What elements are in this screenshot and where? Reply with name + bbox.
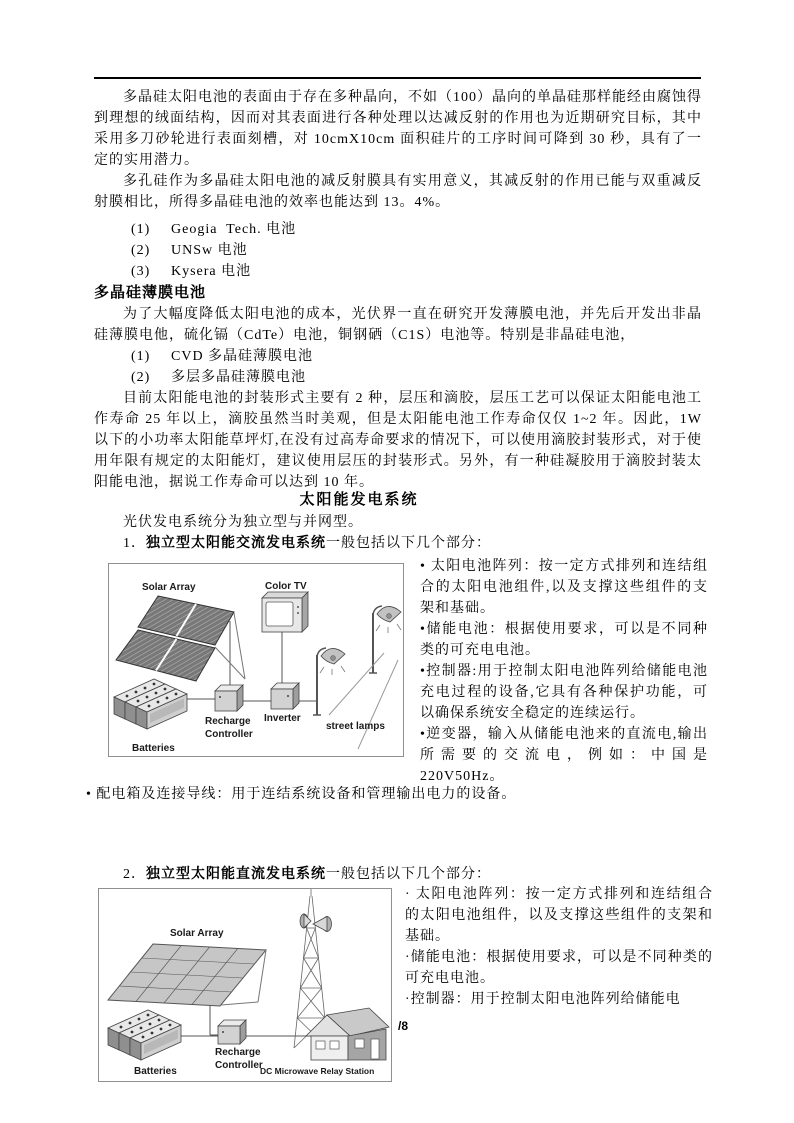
label-color-tv: Color TV (265, 581, 307, 592)
bullet-solar-array: • 太阳电池阵列：按一定方式排列和连结组合的太阳电池组件,以及支撑这些组件的支架和基础。 (420, 559, 708, 616)
bullet-distribution-box: • 配电箱及连接导线：用于连结系统设备和管理输出电力的设备。 (86, 787, 517, 802)
recharge-controller-graphic (215, 685, 243, 711)
bullet-inverter: •逆变器，输入从储能电池来的直流电,输出所需要的交流电，例如：中国是220V50Hz。 (420, 727, 708, 784)
paragraph-polycrystalline-surface: 多晶硅太阳电池的表面由于存在多种晶向，不如（100）晶向的单晶硅那样能经由腐蚀得到理想的绒面结构，因而对其表面进行各种处理以达减反射的作用也为近期研究目标，其中采用多刀砂轮进行表面刻槽，对 10cmX10cm 面积硅片的工序时间可降到 30 秒，具有了一定的实用潜力。 (94, 90, 702, 168)
label-recharge: Recharge (205, 716, 251, 727)
paragraph-encapsulation: 目前太阳能电池的封装形式主要有 2 种，层压和滴胶，层压工艺可以保证太阳能电池工作寿命 25 年以上，滴胶虽然当时美观，但是太阳能电池工作寿命仅仅 1~2 年。因此，1W 以下的小功率太阳能草坪灯,在没有过高寿命要求的情况下，可以使用滴胶封装形式，对于使用年限有规定的太阳能灯，建议使用层压的封装形式。另外，有一种硅凝胶用于滴胶封装太阳能电池，据说工作寿命可以达到 10 年。 (94, 391, 702, 490)
thinfilm-type-list (131, 346, 313, 388)
list-item-label: Kysera 电池 (171, 264, 252, 279)
label-solar-array: Solar Array (170, 928, 224, 939)
label-batteries: Batteries (132, 743, 175, 754)
paragraph-system-types: 光伏发电系统分为独立型与并网型。 (123, 515, 363, 530)
list-item-label: Geogia Tech. 电池 (171, 222, 297, 237)
list-item-label: UNSw 电池 (171, 243, 248, 258)
paragraph-thinfilm-intro: 为了大幅度降低太阳电池的成本，光伏界一直在研究开发薄膜电池，并先后开发出非晶硅薄膜电他，硫化镉（CdTe）电池，铜钢硒（C1S）电池等。特别是非晶硅电池， (94, 307, 702, 343)
section-2-title (94, 864, 702, 885)
list-item-number: (1) (131, 349, 151, 364)
bullet-storage-battery: •储能电池：根据使用要求，可以是不同种类的可充电电池。 (420, 622, 708, 658)
list-item-number: (1) (131, 222, 151, 237)
list-item-label: CVD 多晶硅薄膜电池 (171, 349, 314, 364)
header-rule (94, 77, 701, 79)
section-1-title-bold: 独立型太阳能交流发电系统 (146, 536, 326, 551)
page-number-fragment: /8 (398, 1019, 409, 1033)
heading-thinfilm-cells: 多晶硅薄膜电池 (94, 285, 207, 301)
bullet-storage-battery: ·储能电池：根据使用要求，可以是不同种类的可充电电池。 (405, 950, 713, 986)
cell-type-list (131, 219, 296, 282)
tv-graphic (262, 592, 308, 632)
label-controller: Controller (205, 729, 253, 740)
list-item (131, 367, 313, 388)
label-controller: Controller (215, 1060, 263, 1071)
bullet-controller: ·控制器：用于控制太阳电池阵列给储能电 (405, 992, 681, 1007)
list-item-number: (2) (131, 243, 151, 258)
heading-solar-power-system: 太阳能发电系统 (299, 492, 419, 508)
section-2-title-rest: 一般包括以下几个部分： (326, 867, 491, 882)
section-1-number: 1． (123, 536, 146, 551)
list-item-label: 多层多晶硅薄膜电池 (171, 370, 306, 385)
label-solar-array: Solar Array (142, 582, 196, 593)
section-1-bullet-column (420, 556, 708, 787)
label-recharge: Recharge (215, 1047, 261, 1058)
section-1-title (94, 533, 702, 554)
label-batteries: Batteries (134, 1066, 177, 1077)
diagram-ac-system (108, 563, 404, 757)
list-item (131, 219, 296, 240)
list-item (131, 261, 296, 282)
inverter-graphic (271, 683, 299, 709)
diagram-dc-system (98, 888, 392, 1082)
label-street-lamps: street lamps (326, 721, 385, 732)
bullet-solar-array: · 太阳电池阵列：按一定方式排列和连结组合的太阳电池组件，以及支撑这些组件的支架和基础。 (405, 887, 713, 944)
list-item (131, 240, 296, 261)
list-item-number: (3) (131, 264, 151, 279)
list-item-number: (2) (131, 370, 151, 385)
section-2-number: 2． (123, 867, 146, 882)
list-item (131, 346, 313, 367)
label-inverter: Inverter (264, 713, 301, 724)
paragraph-porous-silicon: 多孔硅作为多晶硅太阳电池的减反射膜具有实用意义，其减反射的作用已能与双重减反射膜相比，所得多晶硅电池的效率也能达到 13。4%。 (94, 174, 702, 210)
section-1-title-rest: 一般包括以下几个部分： (326, 536, 491, 551)
bullet-controller: •控制器:用于控制太阳电池阵列给储能电池充电过程的设备,它具有各种保护功能，可以确保系统安全稳定的连续运行。 (420, 664, 708, 721)
recharge-controller-graphic (218, 1020, 246, 1044)
section-2-title-bold: 独立型太阳能直流发电系统 (146, 867, 326, 882)
label-relay-station: DC Microwave Relay Station (260, 1066, 375, 1076)
section-2-bullet-column (405, 884, 713, 1010)
